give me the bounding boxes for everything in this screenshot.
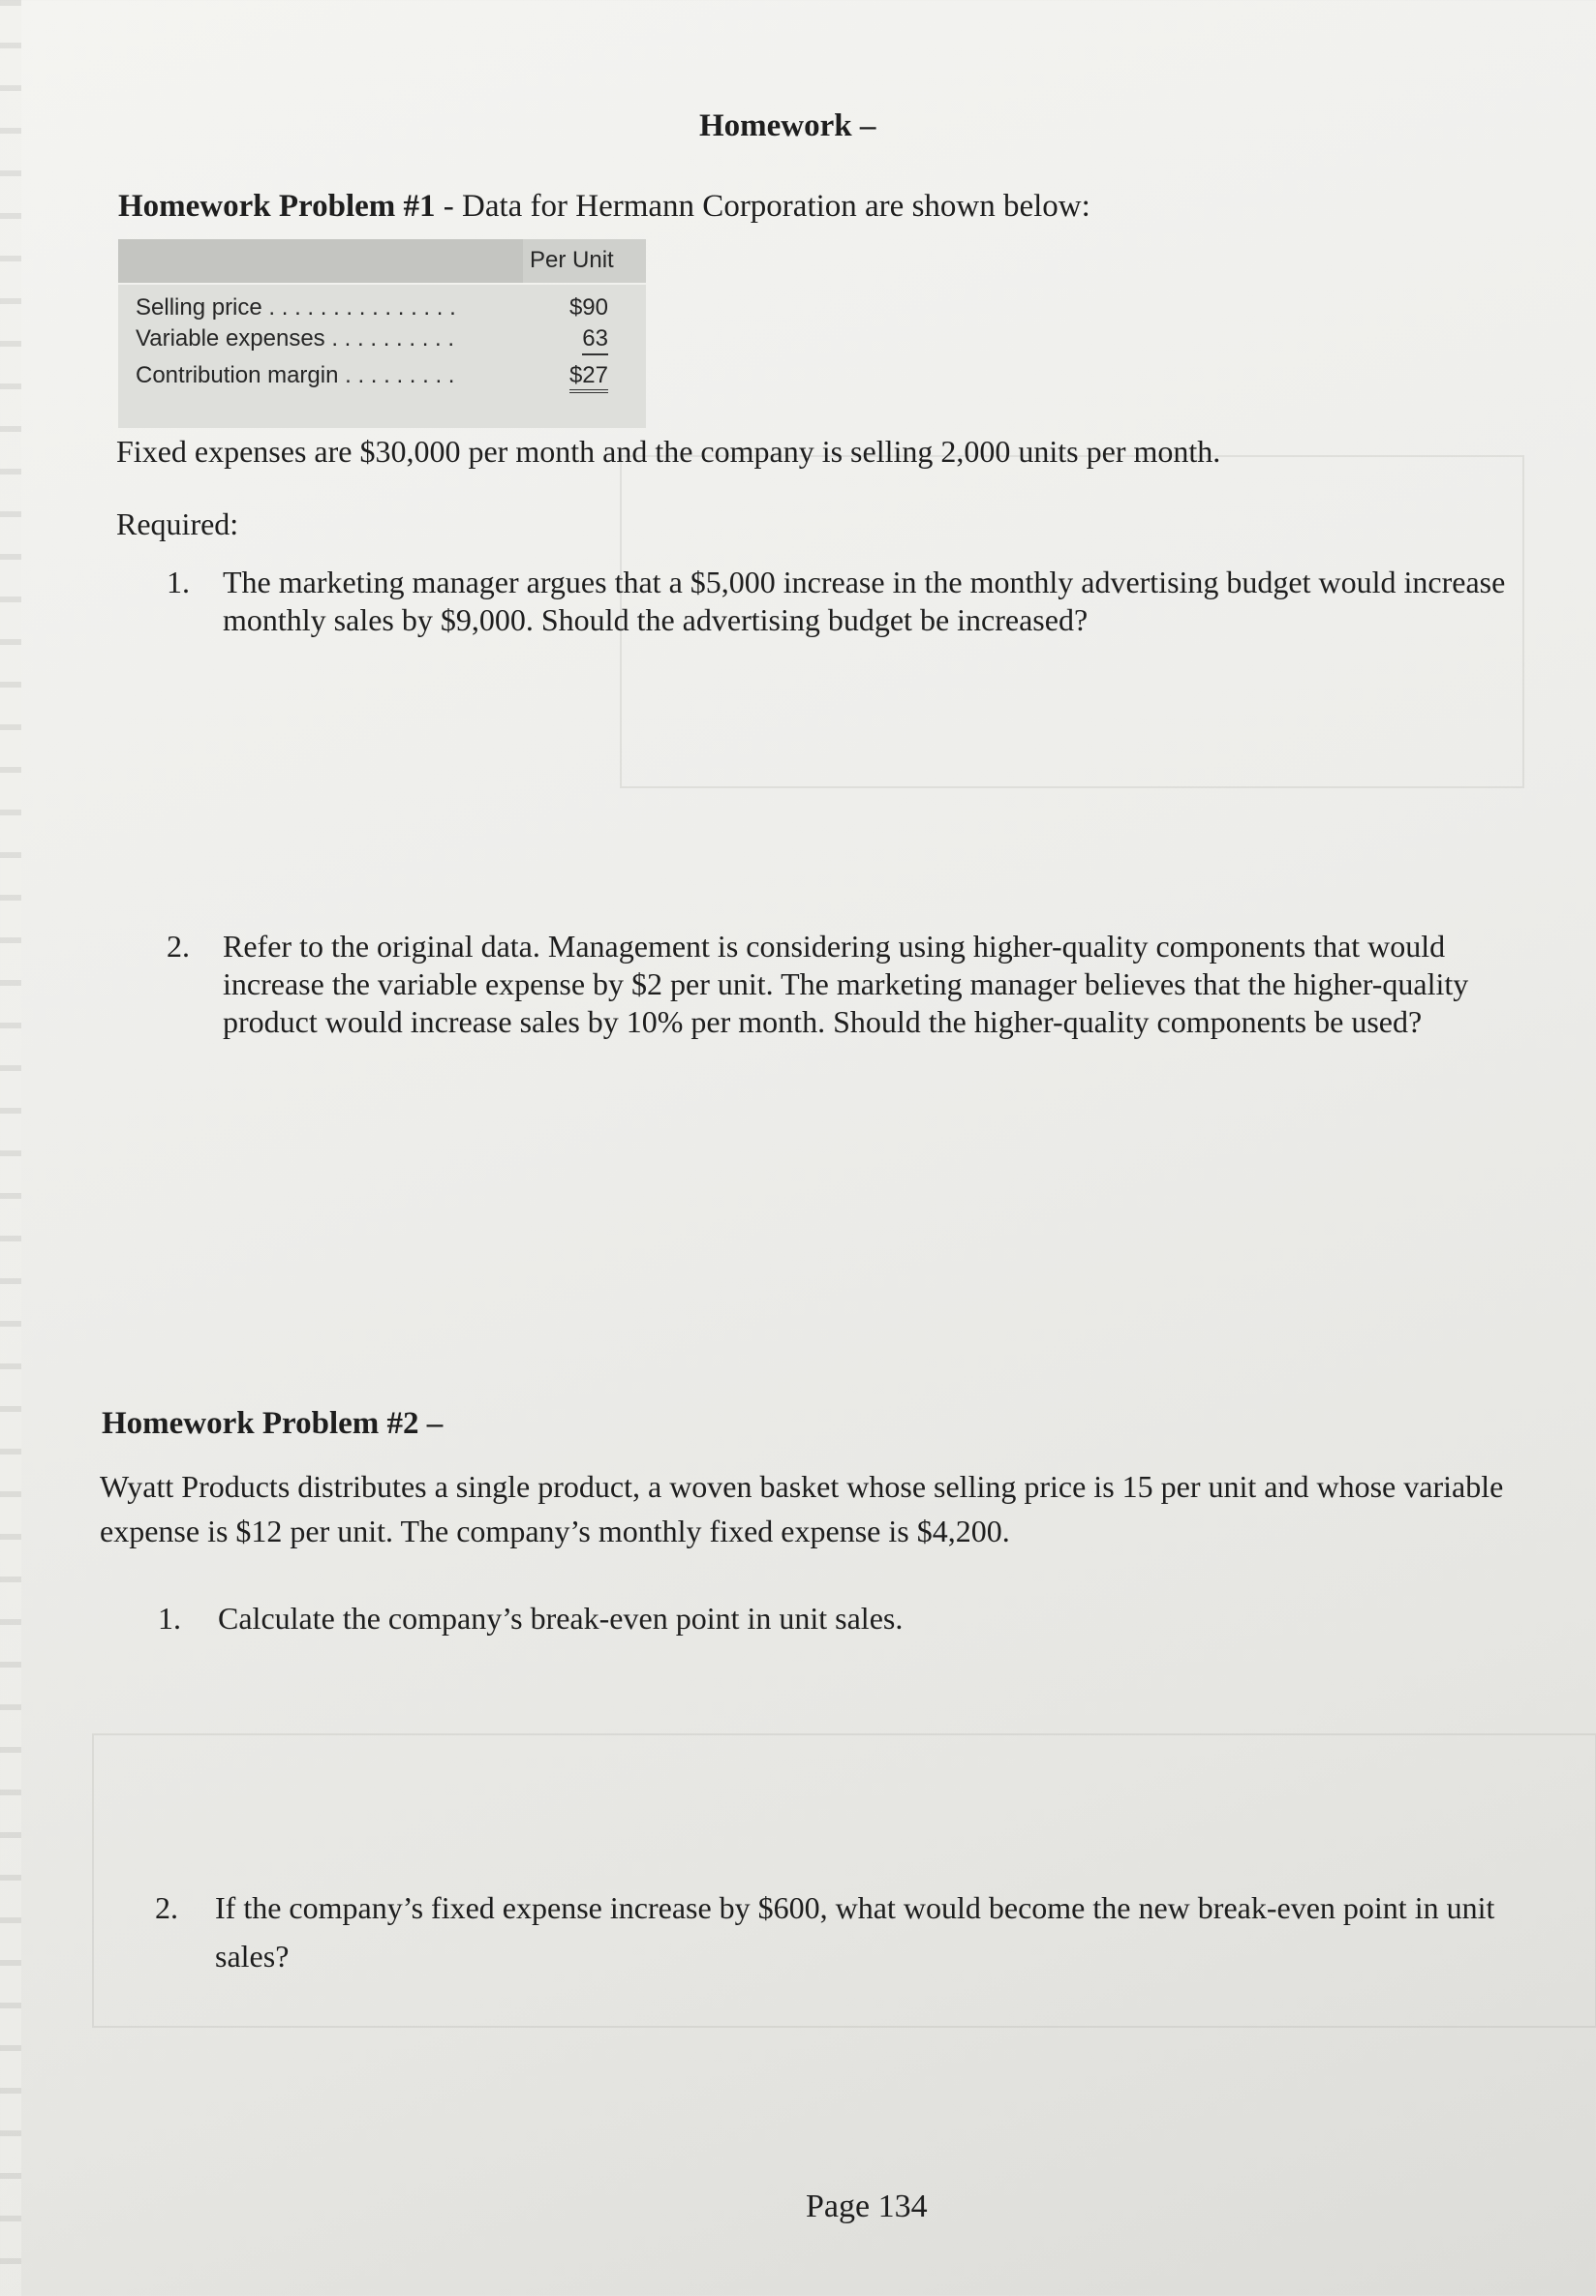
table-column-header: Per Unit (530, 247, 614, 273)
question-number: 2. (155, 1890, 178, 1925)
question-text: If the company’s fixed expense increase by $600, what would become the new break-even point in unit sales? (215, 1890, 1495, 1974)
problem1-heading (118, 189, 1090, 225)
row-value: $90 (568, 294, 608, 321)
problem1-heading-rest: - Data for Hermann Corporation are shown below: (435, 189, 1090, 224)
required-label: Required: (116, 506, 239, 541)
page-number: Page 134 (806, 2189, 928, 2224)
table-body (118, 285, 646, 428)
row-label: Selling price . . . . . . . . . . . . . . . (136, 294, 456, 321)
question-number: 1. (158, 1601, 181, 1636)
fixed-expenses-text: Fixed expenses are $30,000 per month and the company is selling 2,000 units per month. (116, 434, 1221, 469)
binding-edge (0, 0, 21, 2296)
row-value: $27 (569, 362, 608, 393)
problem1-heading-bold: Homework Problem #1 (118, 189, 436, 224)
question-text: Calculate the company’s break-even point in unit sales. (218, 1601, 904, 1636)
row-label: Variable expenses . . . . . . . . . . (136, 325, 455, 352)
table-row (136, 325, 639, 356)
problem2-paragraph: Wyatt Products distributes a single product, a woven basket whose selling price is 15 per unit and whose variable expense is $12 per unit. The company’s monthly fixed expense is $4,200. (100, 1469, 1504, 1548)
table-header-blank (118, 239, 523, 283)
table-header-band (118, 239, 646, 283)
question-text: Refer to the original data. Management is considering using higher-quality components that would increase the variable expense by $2 per unit. The marketing manager believes that the higher-quality product would increase sales by 10% per month. Should the higher-quality components be used? (223, 929, 1469, 1039)
table-row (136, 362, 639, 393)
page-title: Homework – (699, 108, 876, 143)
table-row (136, 294, 639, 325)
row-label: Contribution margin . . . . . . . . . (136, 362, 455, 388)
problem2-heading: Homework Problem #2 – (102, 1406, 444, 1441)
question-number: 1. (167, 565, 190, 599)
per-unit-table (118, 239, 646, 428)
bleed-through-box (92, 1733, 1596, 2028)
row-value: 63 (582, 325, 608, 355)
question-number: 2. (167, 929, 190, 964)
question-text: The marketing manager argues that a $5,000 increase in the monthly advertising budget would increase monthly sales by $9,000. Should the advertising budget be increased? (223, 565, 1506, 637)
